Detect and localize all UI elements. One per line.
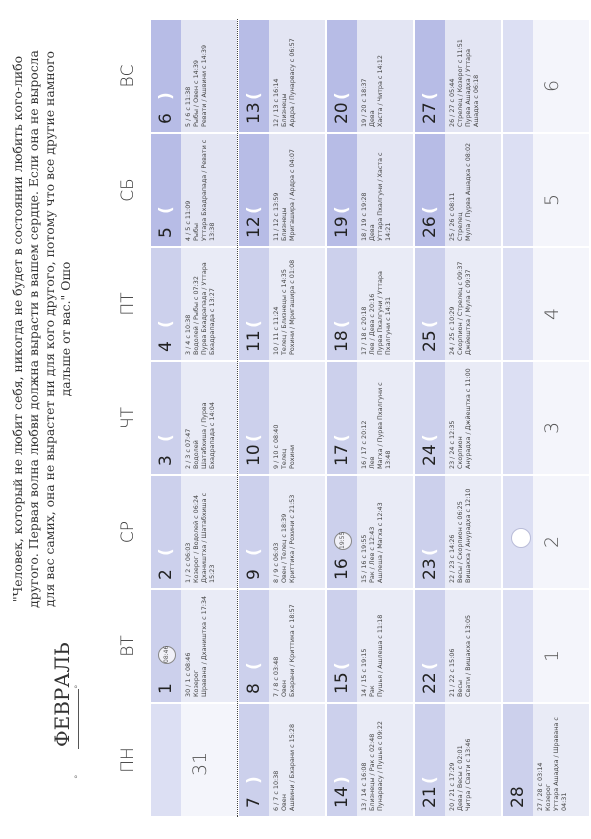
day-cell [238, 361, 326, 475]
moon-phase-icon: ( [420, 662, 440, 670]
moon-phase-icon: ( [156, 320, 176, 328]
day-cell-header [503, 362, 533, 474]
moon-phase-icon: ( [244, 320, 264, 328]
day-number: 28 [508, 786, 528, 808]
day-cell [326, 247, 414, 361]
day-cell [502, 247, 590, 361]
day-cell-header [503, 248, 533, 360]
day-number: 20 [332, 102, 352, 124]
day-astro-info: 14 / 15 с 19:15 Рак Пушья / Ашлеша с 11:18 [360, 614, 384, 697]
moon-phase-icon: ) [244, 776, 264, 784]
moon-phase-icon: ( [420, 92, 440, 100]
day-cell [414, 19, 502, 133]
day-astro-info: 5 / 6 с 11:38 Рыбы / Овен с 14:39 Ревати / Ашвини с 14:39 [184, 44, 208, 127]
new-moon-icon [511, 528, 531, 548]
adjacent-month-day: 3 [541, 421, 563, 434]
day-cell [150, 361, 238, 475]
adjacent-month-day: 4 [541, 307, 563, 320]
day-cell [150, 703, 238, 817]
day-cell [502, 589, 590, 703]
day-cell [502, 19, 590, 133]
moon-phase-icon: ) [332, 776, 352, 784]
moon-phase-icon: ( [332, 662, 352, 670]
day-cell-header [151, 704, 181, 816]
day-cell [414, 703, 502, 817]
adjacent-month-day: 5 [541, 193, 563, 206]
day-cell [238, 475, 326, 589]
day-astro-info: 19 / 20 с 18:37 Дева Хаста / Читра с 14:12 [360, 55, 384, 127]
day-astro-info: 8 / 9 с 06:03 Овен / Телец с 18:39 Криттика / Рохини с 21:53 [272, 494, 296, 583]
quote-text: "Человек, который не любит себя, никогда не будет в состоянии любить кого-либо другого. Первая волна любви должна вырасти в вашем сердце. Если она не выросла для вас самих, она не вырастет ни для кого другого, потому что все другие намного дальше от вас." Ошо [10, 50, 73, 608]
day-cell [150, 475, 238, 589]
moon-phase-icon: ( [244, 434, 264, 442]
day-cell-header [503, 20, 533, 132]
day-astro-info: 23 / 24 с 12:35 Скорпион Анурадха / Джйештха с 11:00 [448, 368, 472, 469]
moon-phase-icon: ( [244, 92, 264, 100]
day-astro-info: 20 / 21 с 17:29 Дева / Весы с 02:01 Читра / Свати с 13:46 [448, 738, 472, 811]
day-cell [414, 589, 502, 703]
day-cell [238, 133, 326, 247]
moon-phase-icon: ( [244, 206, 264, 214]
moon-phase-icon: ( [332, 206, 352, 214]
day-astro-info: 17 / 18 с 20:18 Лев / Дева с 20:16 Пурва Пхалгуни / Уттара Пхалгуни с 14:31 [360, 271, 392, 355]
day-astro-info: 22 / 23 с 14:26 Весы / Скорпион с 06:25 Вишакха / Анурадха с 12:10 [448, 488, 472, 583]
day-number: 8 [244, 683, 264, 694]
adjacent-month-day: 1 [541, 649, 563, 662]
moon-phase-icon: ( [156, 434, 176, 442]
time-mark-badge: 08:46 [158, 646, 176, 664]
day-number: 17 [332, 444, 352, 466]
time-mark-badge: 19:55 [334, 532, 352, 550]
day-cell [414, 475, 502, 589]
day-number: 4 [156, 341, 176, 352]
day-cell [414, 247, 502, 361]
weekday-thu: ЧТ [118, 406, 138, 430]
day-astro-info: 27 / 28 с 03:14 Козерог Уттара Ашадха / Шравана с 04:31 [536, 717, 568, 811]
calendar-grid [150, 19, 590, 817]
day-astro-info: 15 / 16 с 19:55 Рак / Лев с 12:43 Ашлеша / Магха с 12:43 [360, 502, 384, 583]
day-number: 14 [332, 786, 352, 808]
weekday-header-row [118, 17, 148, 817]
day-astro-info: 4 / 5 с 11:09 Рыбы Уттара Бхадрапада / Ревати с 13:38 [184, 139, 216, 241]
day-number: 21 [420, 786, 440, 808]
day-cell-header [503, 590, 533, 702]
day-number: 22 [420, 672, 440, 694]
day-cell [502, 475, 590, 589]
day-cell [150, 247, 238, 361]
moon-phase-icon: ( [420, 206, 440, 214]
day-astro-info: 18 / 19 с 19:28 Дева Уттара Пхалгуни / Хаста с 14:21 [360, 152, 392, 241]
day-astro-info: 25 / 26 с 08:11 Стрелец Мула / Пурва Ашадха с 08:02 [448, 142, 472, 241]
day-number: 24 [420, 444, 440, 466]
day-cell [150, 19, 238, 133]
moon-phase-icon: ( [420, 434, 440, 442]
day-number: 19 [332, 216, 352, 238]
day-cell [238, 19, 326, 133]
day-astro-info: 16 / 17 с 20:12 Лев Магха / Пурва Пхалгуни с 13:48 [360, 382, 392, 469]
day-number: 27 [420, 102, 440, 124]
moon-phase-icon: ( [332, 320, 352, 328]
weekday-wed: СР [118, 520, 138, 544]
day-cell [502, 361, 590, 475]
day-cell [238, 247, 326, 361]
day-astro-info: 12 / 13 с 16:14 Близнецы Ардра / Пунарвасу с 06:57 [272, 38, 296, 127]
day-cell [326, 19, 414, 133]
day-number: 12 [244, 216, 264, 238]
moon-phase-icon: ( [420, 548, 440, 556]
day-astro-info: 11 / 12 с 13:59 Близнецы Мригашира / Ардра с 04:07 [272, 149, 296, 241]
week-separator [237, 19, 238, 817]
day-cell [326, 361, 414, 475]
moon-phase-icon: ( [420, 320, 440, 328]
moon-phase-icon: ( [420, 776, 440, 784]
day-number: 18 [332, 330, 352, 352]
month-title: ФЕВРАЛЬ [50, 642, 74, 747]
day-astro-info: 6 / 7 с 10:38 Овен Ашвини / Бхарани с 15:28 [272, 723, 296, 811]
day-number: 3 [156, 455, 176, 466]
day-number: 16 [332, 558, 352, 580]
adjacent-month-day: 2 [541, 535, 563, 548]
day-number: 7 [244, 797, 264, 808]
day-astro-info: 1 / 2 с 06:03 Козерог / Водолей с 06:24 Дхаништха / Шатабхиша с 15:23 [184, 492, 216, 583]
moon-phase-icon: ( [332, 434, 352, 442]
day-cell [326, 703, 414, 817]
day-number: 23 [420, 558, 440, 580]
day-number: 11 [244, 330, 264, 352]
day-number: 2 [156, 569, 176, 580]
day-number: 25 [420, 330, 440, 352]
moon-phase-icon: ( [332, 92, 352, 100]
adjacent-month-day: 31 [189, 751, 211, 776]
day-astro-info: 24 / 25 с 10:29 Скорпион / Стрелец с 09:37 Джйештха / Мула с 09:37 [448, 261, 472, 355]
moon-phase-icon: ( [156, 548, 176, 556]
day-cell [502, 703, 590, 817]
day-cell [414, 133, 502, 247]
weekday-mon: ПН [118, 747, 138, 773]
day-number: 6 [156, 113, 176, 124]
day-astro-info: 2 / 3 с 07:47 Водолей Шатабхиша / Пурва Бхадрапада с 14:04 [184, 402, 216, 469]
day-cell [326, 475, 414, 589]
day-number: 9 [244, 569, 264, 580]
day-astro-info: 3 / 4 с 10:38 Водолей / Рыбы с 07:32 Пурва Бхадрапада / Уттара Бхадрапада с 13:27 [184, 262, 216, 355]
weekday-sun: ВС [118, 64, 138, 88]
day-number: 10 [244, 444, 264, 466]
adjacent-month-day: 6 [541, 79, 563, 92]
day-cell [326, 133, 414, 247]
day-astro-info: 10 / 11 с 11:24 Телец / Близнецы с 14:35 Рохини / Мригашира с 01:08 [272, 259, 296, 355]
moon-phase-icon: ) [156, 92, 176, 100]
moon-phase-icon: ( [244, 548, 264, 556]
day-astro-info: 30 / 1 с 08:46 Козерог Шравана / Дхаништха с 17:34 [184, 595, 208, 697]
day-astro-info: 21 / 22 с 15:06 Весы Свати / Вишакха с 13:05 [448, 614, 472, 697]
month-underline [78, 689, 79, 749]
day-cell [150, 589, 238, 703]
day-number: 26 [420, 216, 440, 238]
day-astro-info: 13 / 14 с 16:08 Близнецы / Рак с 02:48 Пунарвасу / Пушья с 09:22 [360, 721, 384, 811]
day-number: 13 [244, 102, 264, 124]
weekday-tue: ВТ [118, 635, 138, 657]
day-astro-info: 7 / 8 с 03:48 Овен Бхарани / Криттика с 18:57 [272, 604, 296, 697]
weekday-fri: ПТ [118, 292, 138, 316]
day-cell [502, 133, 590, 247]
day-astro-info: 26 / 27 с 05:44 Стрелец / Козерог с 11:51 Пурва Ашадха / Уттара Ашадха с 06:18 [448, 39, 480, 127]
day-number: 15 [332, 672, 352, 694]
day-cell [414, 361, 502, 475]
day-cell [150, 133, 238, 247]
month-ornament-right: ° [74, 684, 84, 689]
day-number: 5 [156, 227, 176, 238]
day-cell [238, 589, 326, 703]
month-ornament-left: ° [74, 774, 84, 779]
day-astro-info: 9 / 10 с 08:40 Телец Рохини [272, 424, 296, 469]
day-cell [238, 703, 326, 817]
day-cell-header [503, 134, 533, 246]
day-cell [326, 589, 414, 703]
moon-phase-icon: ( [244, 662, 264, 670]
moon-phase-icon: ( [156, 206, 176, 214]
weekday-sat: СБ [118, 178, 138, 202]
day-number: 1 [156, 683, 176, 694]
